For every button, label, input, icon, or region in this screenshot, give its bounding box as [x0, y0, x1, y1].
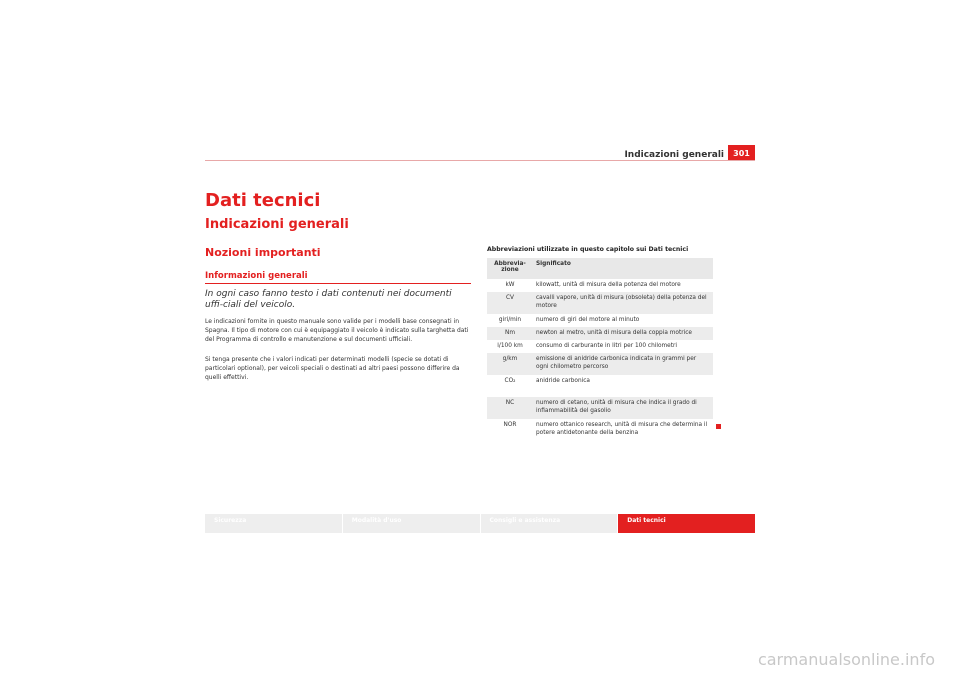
table-row: [487, 340, 713, 353]
meaning-cell: newton al metro, unità di misura della coppia motrice: [533, 327, 713, 340]
section-end-marker: [716, 424, 721, 429]
table-caption: Abbreviazioni utilizzate in questo capitolo sui Dati tecnici: [487, 246, 689, 253]
watermark: carmanualsonline.info: [757, 650, 935, 669]
body-paragraph-1: Le indicazioni fornite in questo manuale sono valide per i modelli base consegnati in Spagna. Il tipo di motore con cui è equipaggiato il veicolo è indicato sulla targhetta dati del Programma di controllo e manutenzione e sul documenti ufficiali.: [205, 318, 469, 343]
meaning-cell: emissione di anidride carbonica indicata in grammi per ogni chilometro percorso: [533, 353, 713, 375]
abbr-cell: l/100 km: [497, 343, 523, 349]
column-header-abbreviation: Abbrevia-zione: [487, 258, 533, 279]
meaning-cell: kilowatt, unità di misura della potenza del motore: [536, 282, 681, 288]
footer-tab-consigli-assistenza[interactable]: Consigli e assistenza: [481, 514, 618, 533]
abbr-cell: CO₂: [504, 378, 516, 384]
abbreviations-table: [487, 258, 713, 441]
subsection-title: Nozioni importanti: [205, 246, 321, 259]
meaning-cell: cavalli vapore, unità di misura (obsoleta) della potenza del motore: [533, 292, 713, 314]
table-row: [487, 419, 713, 441]
table-row: [487, 353, 713, 375]
abbr-cell: NOR: [503, 422, 517, 428]
abbr-cell: CV: [487, 292, 533, 314]
header-rule: [205, 160, 755, 161]
footer-tab-dati-tecnici[interactable]: Dati tecnici: [618, 514, 755, 533]
meaning-cell: numero di giri del motore al minuto: [536, 317, 640, 323]
meaning-cell: anidride carbonica: [536, 378, 590, 384]
abbr-cell: kW: [505, 282, 515, 288]
column-header-meaning: Significato: [533, 258, 713, 279]
page-number-badge: 301: [728, 145, 755, 161]
table-row: [487, 327, 713, 340]
table-row: [487, 279, 713, 292]
table-row: [487, 314, 713, 327]
chapter-title: Dati tecnici: [205, 190, 321, 211]
abbr-cell: NC: [487, 397, 533, 419]
footer-section-tabs: [205, 514, 755, 533]
table-header-row: [487, 258, 713, 279]
table-row: [487, 292, 713, 314]
section-title: Indicazioni generali: [205, 217, 349, 232]
table-row: [487, 375, 713, 397]
footer-tab-sicurezza[interactable]: Sicurezza: [205, 514, 342, 533]
body-paragraph-2: Si tenga presente che i valori indicati per determinati modelli (specie se dotati di particolari optional), per veicoli speciali o destinati ad altri paesi possono differire da quelli effettivi.: [205, 356, 460, 381]
abbr-cell: g/km: [487, 353, 533, 375]
lead-paragraph: In ogni caso fanno testo i dati contenuti nei documenti uffi-ciali del veicolo.: [205, 289, 452, 310]
abbr-cell: giri/min: [498, 317, 522, 323]
meaning-cell: numero ottanico research, unità di misura che determina il potere antidetonante della benzina: [536, 422, 708, 436]
meaning-cell: numero di cetano, unità di misura che indica il grado di infiammabilità del gasolio: [533, 397, 713, 419]
abbr-cell: Nm: [487, 327, 533, 340]
meaning-cell: consumo di carburante in litri per 100 chilometri: [536, 343, 677, 349]
footer-tab-modalita-uso[interactable]: Modalità d'uso: [343, 514, 480, 533]
table-row: [487, 397, 713, 419]
running-header-title: Indicazioni generali: [624, 150, 724, 160]
topic-title: Informazioni generali: [205, 271, 471, 284]
